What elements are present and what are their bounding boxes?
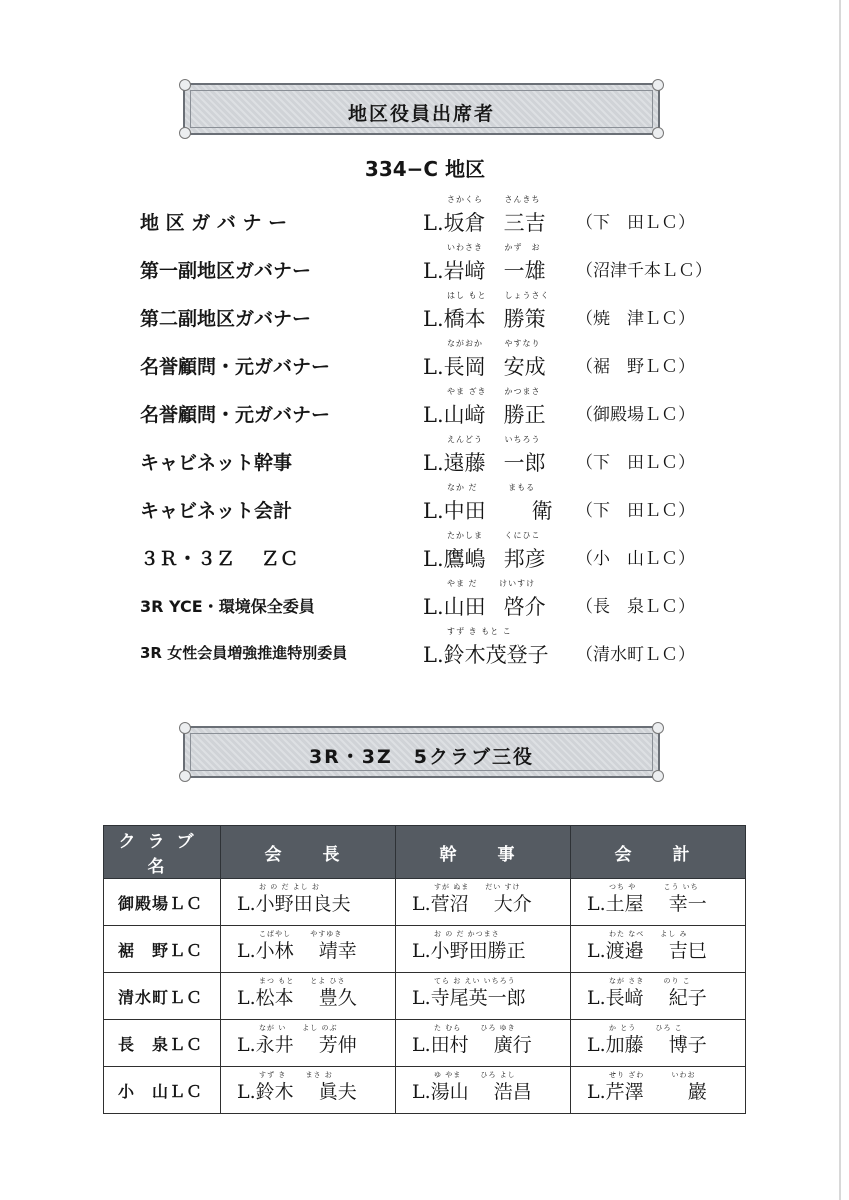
officer-surname: 遠藤 xyxy=(443,451,486,475)
officer-name: L.長岡 安成 xyxy=(423,355,546,379)
officer-row xyxy=(140,290,740,334)
club-name: 御殿場ＬＣ xyxy=(104,879,221,926)
officer-club: （御殿場ＬＣ） xyxy=(576,405,695,425)
officer-name: L.遠藤 一郎 xyxy=(423,451,546,475)
banner-title: 3R・3Z 5クラブ三役 xyxy=(308,746,535,768)
secretary-cell xyxy=(396,973,571,1020)
officer-club: （長 泉ＬＣ） xyxy=(576,597,695,617)
banner-corner xyxy=(179,722,191,734)
person-name: L.長﨑 紀子 xyxy=(587,987,707,1009)
officer-surname: 鈴木茂登子 xyxy=(443,643,549,667)
person-name: L.永井 芳伸 xyxy=(237,1034,357,1056)
officer-club: （下 田ＬＣ） xyxy=(576,213,695,233)
furigana: すず き まさ お xyxy=(259,1071,333,1079)
furigana: ゆ やま ひろ よし xyxy=(434,1071,516,1079)
banner-corner xyxy=(652,722,664,734)
president-cell xyxy=(221,879,396,926)
secretary-cell xyxy=(396,1067,571,1114)
furigana: すが ぬま だい すけ xyxy=(434,883,521,891)
person-name: L.小野田勝正 xyxy=(412,940,526,962)
club-name: 長 泉ＬＣ xyxy=(104,1020,221,1067)
officer-row xyxy=(140,530,740,574)
banner-corner xyxy=(179,127,191,139)
banner-title: 地区役員出席者 xyxy=(347,103,495,125)
table-row xyxy=(104,973,746,1020)
officer-given-name: 衛 xyxy=(531,499,553,523)
furigana: まつ もと とよ ひさ xyxy=(259,977,346,985)
officer-name: L.岩﨑 一雄 xyxy=(423,259,546,283)
officer-name: L.山﨑 勝正 xyxy=(423,403,546,427)
officer-name: L.中田 衛 xyxy=(423,499,553,523)
furigana: か とう ひろ こ xyxy=(609,1024,683,1032)
section-banner-club-officers xyxy=(183,726,660,778)
treasurer-cell xyxy=(571,973,746,1020)
person-name: L.小野田良夫 xyxy=(237,893,351,915)
officer-surname: 岩﨑 xyxy=(443,259,486,283)
table-row xyxy=(104,1020,746,1067)
officer-role: 3R YCE・環境保全委員 xyxy=(140,597,315,616)
officer-row xyxy=(140,194,740,238)
officer-given-name: 三吉 xyxy=(503,211,546,235)
officer-name: L.山田 啓介 xyxy=(423,595,546,619)
officer-given-name: 安成 xyxy=(503,355,546,379)
officer-club: （裾 野ＬＣ） xyxy=(576,357,695,377)
banner-corner xyxy=(179,770,191,782)
officer-name: L.鈴木茂登子 xyxy=(423,643,549,667)
person-name: L.土屋 幸一 xyxy=(587,893,707,915)
furigana: なが い よし のぶ xyxy=(259,1024,338,1032)
officer-furigana: やま だ けいすけ xyxy=(447,579,536,588)
person-name: L.鈴木 眞夫 xyxy=(237,1081,357,1103)
officer-surname: 中田 xyxy=(443,499,486,523)
banner-corner xyxy=(652,127,664,139)
officer-club: （下 田ＬＣ） xyxy=(576,501,695,521)
club-name: 裾 野ＬＣ xyxy=(104,926,221,973)
officer-furigana: はし もと しょうさく xyxy=(447,291,550,300)
officer-given-name: 勝正 xyxy=(503,403,546,427)
officer-given-name: 一雄 xyxy=(503,259,546,283)
officer-given-name: 邦彦 xyxy=(503,547,546,571)
officer-role: 3R 女性会員増強推進特別委員 xyxy=(140,644,348,662)
officer-furigana: すず き もと こ xyxy=(447,627,512,636)
officer-surname: 山﨑 xyxy=(443,403,486,427)
club-name: 清水町ＬＣ xyxy=(104,973,221,1020)
secretary-cell xyxy=(396,1020,571,1067)
person-name: L.湯山 浩昌 xyxy=(412,1081,532,1103)
officer-row xyxy=(140,626,740,670)
officer-name: L.橋本 勝策 xyxy=(423,307,546,331)
furigana: お の だ よし お xyxy=(259,883,320,891)
furigana: わた なべ よし み xyxy=(609,930,688,938)
person-name: L.寺尾英一郎 xyxy=(412,987,526,1009)
officer-role: キャビネット会計 xyxy=(140,500,293,522)
officer-name: L.鷹嶋 邦彦 xyxy=(423,547,546,571)
person-name: L.芹澤 巖 xyxy=(587,1081,707,1103)
officer-surname: 橋本 xyxy=(443,307,486,331)
treasurer-cell xyxy=(571,879,746,926)
officer-role: 第二副地区ガバナー xyxy=(140,308,312,330)
president-cell xyxy=(221,926,396,973)
officer-name: L.坂倉 三吉 xyxy=(423,211,546,235)
officer-row xyxy=(140,578,740,622)
furigana: お の だ かつまさ xyxy=(434,930,500,938)
club-name: 小 山ＬＣ xyxy=(104,1067,221,1114)
officer-furigana: えんどう いちろう xyxy=(447,435,541,444)
officer-surname: 坂倉 xyxy=(443,211,486,235)
secretary-cell xyxy=(396,879,571,926)
officer-role: 名誉顧問・元ガバナー xyxy=(140,356,331,378)
furigana: つち や こう いち xyxy=(609,883,699,891)
officer-row xyxy=(140,434,740,478)
treasurer-cell xyxy=(571,926,746,973)
person-name: L.菅沼 大介 xyxy=(412,893,532,915)
officer-role: ３Ｒ・３Ｚ ＺＣ xyxy=(140,548,299,570)
officer-surname: 長岡 xyxy=(443,355,486,379)
officer-furigana: たかしま くにひこ xyxy=(447,531,541,540)
banner-corner xyxy=(652,770,664,782)
president-cell xyxy=(221,973,396,1020)
president-cell xyxy=(221,1067,396,1114)
officer-role: 第一副地区ガバナー xyxy=(140,260,312,282)
officer-club: （沼津千本ＬＣ） xyxy=(576,261,712,281)
officer-given-name: 勝策 xyxy=(503,307,546,331)
officer-surname: 鷹嶋 xyxy=(443,547,486,571)
person-name: L.小林 靖幸 xyxy=(237,940,357,962)
officer-furigana: なか だ まもる xyxy=(447,483,536,492)
officer-row xyxy=(140,242,740,286)
column-header-club: クラブ名 xyxy=(104,826,221,879)
officer-club: （小 山ＬＣ） xyxy=(576,549,695,569)
person-name: L.渡邉 吉巳 xyxy=(587,940,707,962)
person-name: L.加藤 博子 xyxy=(587,1034,707,1056)
section-banner-officers xyxy=(183,83,660,135)
officer-given-name: 一郎 xyxy=(503,451,546,475)
person-name: L.田村 廣行 xyxy=(412,1034,532,1056)
officer-club: （下 田ＬＣ） xyxy=(576,453,695,473)
banner-corner xyxy=(179,79,191,91)
table-row xyxy=(104,879,746,926)
banner-corner xyxy=(652,79,664,91)
officer-furigana: いわさき かず お xyxy=(447,243,541,252)
officer-row xyxy=(140,386,740,430)
table-header-row xyxy=(104,826,746,879)
furigana: た むら ひろ ゆき xyxy=(434,1024,516,1032)
furigana: なが さき のり こ xyxy=(609,977,691,985)
treasurer-cell xyxy=(571,1067,746,1114)
column-header-president: 会 長 xyxy=(221,826,396,879)
district-heading: 334−C 地区 xyxy=(364,157,486,181)
secretary-cell xyxy=(396,926,571,973)
column-header-treasurer: 会 計 xyxy=(571,826,746,879)
officer-furigana: さかくら さんきち xyxy=(447,195,541,204)
officer-role: 地 区 ガ バ ナ ー xyxy=(140,212,288,234)
page-edge xyxy=(839,0,841,1200)
club-officers-table xyxy=(103,825,746,1114)
officer-row xyxy=(140,482,740,526)
person-name: L.松本 豊久 xyxy=(237,987,357,1009)
table-row xyxy=(104,926,746,973)
officer-given-name: 啓介 xyxy=(503,595,546,619)
officer-club: （焼 津ＬＣ） xyxy=(576,309,695,329)
officer-row xyxy=(140,338,740,382)
officer-furigana: ながおか やすなり xyxy=(447,339,541,348)
officer-surname: 山田 xyxy=(443,595,486,619)
president-cell xyxy=(221,1020,396,1067)
furigana: こばやし やすゆき xyxy=(259,930,343,938)
officer-role: 名誉顧問・元ガバナー xyxy=(140,404,331,426)
officer-furigana: やま ざき かつまさ xyxy=(447,387,541,396)
furigana: てら お えい いちろう xyxy=(434,977,516,985)
table-row xyxy=(104,1067,746,1114)
officer-role: キャビネット幹事 xyxy=(140,452,293,474)
treasurer-cell xyxy=(571,1020,746,1067)
officer-club: （清水町ＬＣ） xyxy=(576,645,695,665)
furigana: せり ざわ いわお xyxy=(609,1071,696,1079)
column-header-secretary: 幹 事 xyxy=(396,826,571,879)
